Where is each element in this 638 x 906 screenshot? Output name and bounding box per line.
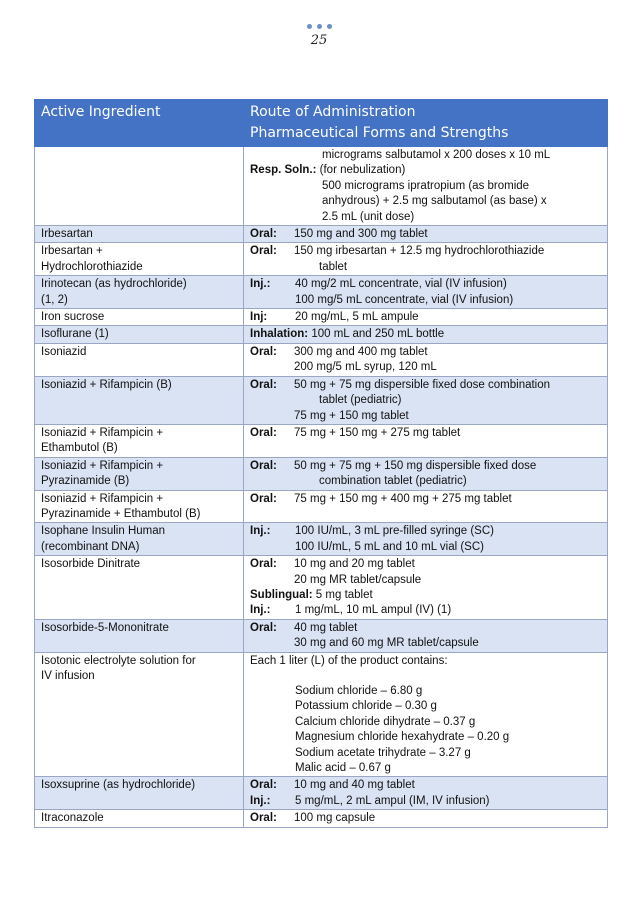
route-label: Inj.: <box>250 278 271 291</box>
route-label: Oral: <box>250 345 277 358</box>
dot-icon <box>327 24 332 29</box>
table-row <box>35 523 608 556</box>
ingredient-cell <box>35 619 244 652</box>
table-row <box>35 343 608 376</box>
ingredient-name: Isoniazid <box>41 345 87 358</box>
ingredient-cell <box>35 424 244 457</box>
form-strength-text: 40 mg tablet <box>294 621 358 634</box>
route-cell <box>244 243 608 276</box>
route-line <box>250 573 601 588</box>
ingredient-cell <box>35 309 244 326</box>
ingredient-name: Isoxsuprine (as hydrochloride) <box>41 779 196 792</box>
form-strength-text: 150 mg and 300 mg tablet <box>294 228 428 241</box>
ingredient-cell <box>35 490 244 523</box>
route-line <box>250 327 601 342</box>
form-strength-text: tablet <box>319 260 348 273</box>
ingredient-name: Isotonic electrolyte solution for <box>41 654 196 667</box>
route-line <box>250 588 601 603</box>
route-line <box>250 409 601 424</box>
form-strength-text: anhydrous) + 2.5 mg salbutamol (as base) x <box>322 195 547 208</box>
route-cell <box>244 777 608 810</box>
route-label: Sublingual: <box>250 588 313 601</box>
route-label: Oral: <box>250 378 277 391</box>
route-line <box>250 393 601 408</box>
route-line <box>250 244 601 259</box>
column-header-route-label: Route of Administration <box>250 104 416 120</box>
route-label: Oral: <box>250 228 277 241</box>
ingredient-name: Irbesartan + <box>41 245 103 258</box>
form-strength-text: 75 mg + 150 mg tablet <box>294 409 409 422</box>
ingredient-cell <box>35 777 244 810</box>
form-strength-text: 20 mg/mL, 5 mL ampule <box>295 311 419 324</box>
spacer <box>250 669 601 684</box>
form-strength-text: 75 mg + 150 mg + 275 mg tablet <box>294 426 461 439</box>
form-strength-text: Sodium chloride – 6.80 g <box>295 685 423 697</box>
form-strength-text: 50 mg + 75 mg + 150 mg dispersible fixed dose <box>294 459 537 472</box>
page-number: 25 <box>310 33 328 48</box>
route-line <box>250 699 601 714</box>
route-cell <box>244 457 608 490</box>
route-line <box>250 603 601 618</box>
route-label: Oral: <box>250 812 277 825</box>
route-cell <box>244 810 608 827</box>
route-line <box>250 540 601 555</box>
route-label: Inhalation: <box>250 328 309 341</box>
form-strength-text: 5 mg tablet <box>312 588 373 601</box>
route-line <box>250 179 601 194</box>
table-row <box>35 619 608 652</box>
form-strength-text: 30 mg and 60 mg MR tablet/capsule <box>294 637 479 650</box>
route-cell <box>244 523 608 556</box>
form-strength-text: 75 mg + 150 mg + 400 mg + 275 mg tablet <box>294 492 512 505</box>
ingredient-cell <box>35 652 244 777</box>
table-header-row <box>35 100 608 147</box>
route-cell <box>244 326 608 343</box>
route-label: Inj.: <box>250 604 271 617</box>
form-strength-text: 10 mg and 20 mg tablet <box>294 558 415 571</box>
ingredient-cell <box>35 457 244 490</box>
route-line <box>250 260 601 275</box>
form-strength-text: (for nebulization) <box>316 164 406 177</box>
route-line <box>250 194 601 209</box>
table-row <box>35 457 608 490</box>
ingredient-name: Iron sucrose <box>41 311 105 324</box>
ingredient-cell <box>35 810 244 827</box>
ingredient-name: Itraconazole <box>41 812 104 825</box>
form-strength-text: 200 mg/5 mL syrup, 120 mL <box>294 361 437 374</box>
table-row <box>35 326 608 343</box>
form-strength-text: 100 mg/5 mL concentrate, vial (IV infusion) <box>295 293 514 306</box>
route-label: Resp. Soln.: <box>250 164 317 177</box>
ingredient-name: Isoniazid + Rifampicin + <box>41 459 164 472</box>
route-cell <box>244 276 608 309</box>
route-line <box>250 210 601 225</box>
ingredient-name: Isoniazid + Rifampicin + <box>41 426 164 439</box>
route-cell <box>244 556 608 620</box>
form-strength-text: 2.5 mL (unit dose) <box>322 210 415 223</box>
form-strength-text: Each 1 liter (L) of the product contains: <box>250 654 448 667</box>
form-strength-text: 150 mg irbesartan + 12.5 mg hydrochlorothiazide <box>294 245 545 258</box>
route-label: Oral: <box>250 558 277 571</box>
route-label: Oral: <box>250 245 277 258</box>
table-row <box>35 490 608 523</box>
route-line <box>250 557 601 572</box>
dot-icon <box>317 24 322 29</box>
form-strength-text: 100 IU/mL, 5 mL and 10 mL vial (SC) <box>295 540 484 553</box>
route-cell <box>244 619 608 652</box>
route-label: Oral: <box>250 779 277 792</box>
ingredient-name: Isoflurane (1) <box>41 328 109 341</box>
route-cell <box>244 376 608 424</box>
route-cell <box>244 309 608 326</box>
form-strength-text: Sodium acetate trihydrate – 3.27 g <box>295 746 471 759</box>
form-strength-text: Calcium chloride dihydrate – 0.37 g <box>295 715 476 728</box>
form-strength-text: 10 mg and 40 mg tablet <box>294 779 415 792</box>
route-line <box>250 163 601 178</box>
form-strength-text: micrograms salbutamol x 200 doses x 10 mL <box>322 149 551 161</box>
ingredient-cell <box>35 343 244 376</box>
route-line <box>250 227 601 242</box>
ingredient-name: Isosorbide-5-Mononitrate <box>41 621 169 634</box>
ingredient-name: Irinotecan (as hydrochloride) <box>41 278 187 291</box>
ingredient-name: Hydrochlorothiazide <box>41 260 143 273</box>
route-cell <box>244 147 608 226</box>
ingredient-name: Isoniazid + Rifampicin (B) <box>41 378 172 391</box>
route-cell <box>244 490 608 523</box>
route-line <box>250 277 601 292</box>
form-strength-text: 5 mg/mL, 2 mL ampul (IM, IV infusion) <box>295 794 490 807</box>
drug-table <box>34 99 608 828</box>
table-row <box>35 243 608 276</box>
form-strength-text: 100 IU/mL, 3 mL pre-filled syringe (SC) <box>295 525 494 538</box>
route-label: Oral: <box>250 459 277 472</box>
route-line <box>250 360 601 375</box>
form-strength-text: 300 mg and 400 mg tablet <box>294 345 428 358</box>
table-row <box>35 777 608 810</box>
ingredient-cell <box>35 147 244 226</box>
table-row <box>35 226 608 243</box>
route-label: Oral: <box>250 492 277 505</box>
table-row <box>35 309 608 326</box>
ingredient-cell <box>35 276 244 309</box>
route-label: Oral: <box>250 426 277 439</box>
route-cell <box>244 226 608 243</box>
form-strength-text: 100 mL and 250 mL bottle <box>308 328 445 341</box>
route-line <box>250 459 601 474</box>
route-line <box>250 715 601 730</box>
form-strength-text: Magnesium chloride hexahydrate – 0.20 g <box>295 731 510 744</box>
route-line <box>250 492 601 507</box>
route-cell <box>244 424 608 457</box>
page-header <box>0 24 638 48</box>
route-label: Inj.: <box>250 525 271 538</box>
ingredient-name: Pyrazinamide + Ethambutol (B) <box>41 507 201 520</box>
route-line <box>250 378 601 393</box>
ingredient-name: Irbesartan <box>41 228 93 241</box>
route-line <box>250 778 601 793</box>
table-row <box>35 424 608 457</box>
ingredient-cell <box>35 523 244 556</box>
form-strength-text: combination tablet (pediatric) <box>319 475 467 488</box>
ingredient-name: Isoniazid + Rifampicin + <box>41 492 164 505</box>
ingredient-name: (1, 2) <box>41 293 68 306</box>
route-label: Inj: <box>250 311 268 324</box>
column-header-ingredient <box>35 100 244 147</box>
route-line <box>250 730 601 745</box>
route-line <box>250 426 601 441</box>
table-row <box>35 376 608 424</box>
route-line <box>250 684 601 699</box>
route-line <box>250 293 601 308</box>
form-strength-text: tablet (pediatric) <box>319 394 402 407</box>
table-row <box>35 810 608 827</box>
route-line <box>250 148 601 163</box>
form-strength-text: 500 micrograms ipratropium (as bromide <box>322 179 530 192</box>
route-line <box>250 474 601 489</box>
ingredient-name: IV infusion <box>41 670 95 682</box>
table-row <box>35 276 608 309</box>
route-line <box>250 654 601 669</box>
form-strength-text: 20 mg MR tablet/capsule <box>294 573 422 586</box>
route-cell <box>244 652 608 777</box>
dot-icon <box>307 24 312 29</box>
route-line <box>250 636 601 651</box>
form-strength-text: Malic acid – 0.67 g <box>295 762 391 775</box>
form-strength-text: Potassium chloride – 0.30 g <box>295 700 437 713</box>
ingredient-name: Isosorbide Dinitrate <box>41 558 141 571</box>
ingredient-name: (recombinant DNA) <box>41 540 140 553</box>
column-header-ingredient-label: Active Ingredient <box>41 104 161 120</box>
column-header-forms-label: Pharmaceutical Forms and Strengths <box>250 125 509 141</box>
route-line <box>250 524 601 539</box>
route-cell <box>244 343 608 376</box>
ingredient-cell <box>35 326 244 343</box>
ingredient-name <box>41 148 237 163</box>
ingredient-cell <box>35 226 244 243</box>
decorative-dots <box>0 24 638 32</box>
route-label: Oral: <box>250 621 277 634</box>
ingredient-name: Ethambutol (B) <box>41 442 118 455</box>
route-line <box>250 811 601 826</box>
column-header-route <box>244 100 608 147</box>
ingredient-name: Isophane Insulin Human <box>41 525 166 538</box>
route-line <box>250 761 601 776</box>
table-body <box>35 147 608 828</box>
form-strength-text: 100 mg capsule <box>294 812 376 825</box>
route-line <box>250 310 601 325</box>
table-row <box>35 556 608 620</box>
route-line <box>250 794 601 809</box>
form-strength-text: 50 mg + 75 mg dispersible fixed dose combination <box>294 378 551 391</box>
table-row <box>35 147 608 226</box>
form-strength-text: 1 mg/mL, 10 mL ampul (IV) (1) <box>295 604 452 617</box>
ingredient-cell <box>35 243 244 276</box>
route-line <box>250 345 601 360</box>
route-line <box>250 746 601 761</box>
ingredient-cell <box>35 556 244 620</box>
route-label: Inj.: <box>250 794 271 807</box>
table-row <box>35 652 608 777</box>
ingredient-cell <box>35 376 244 424</box>
route-line <box>250 621 601 636</box>
form-strength-text: 40 mg/2 mL concentrate, vial (IV infusion) <box>295 278 507 291</box>
ingredient-name: Pyrazinamide (B) <box>41 475 130 488</box>
